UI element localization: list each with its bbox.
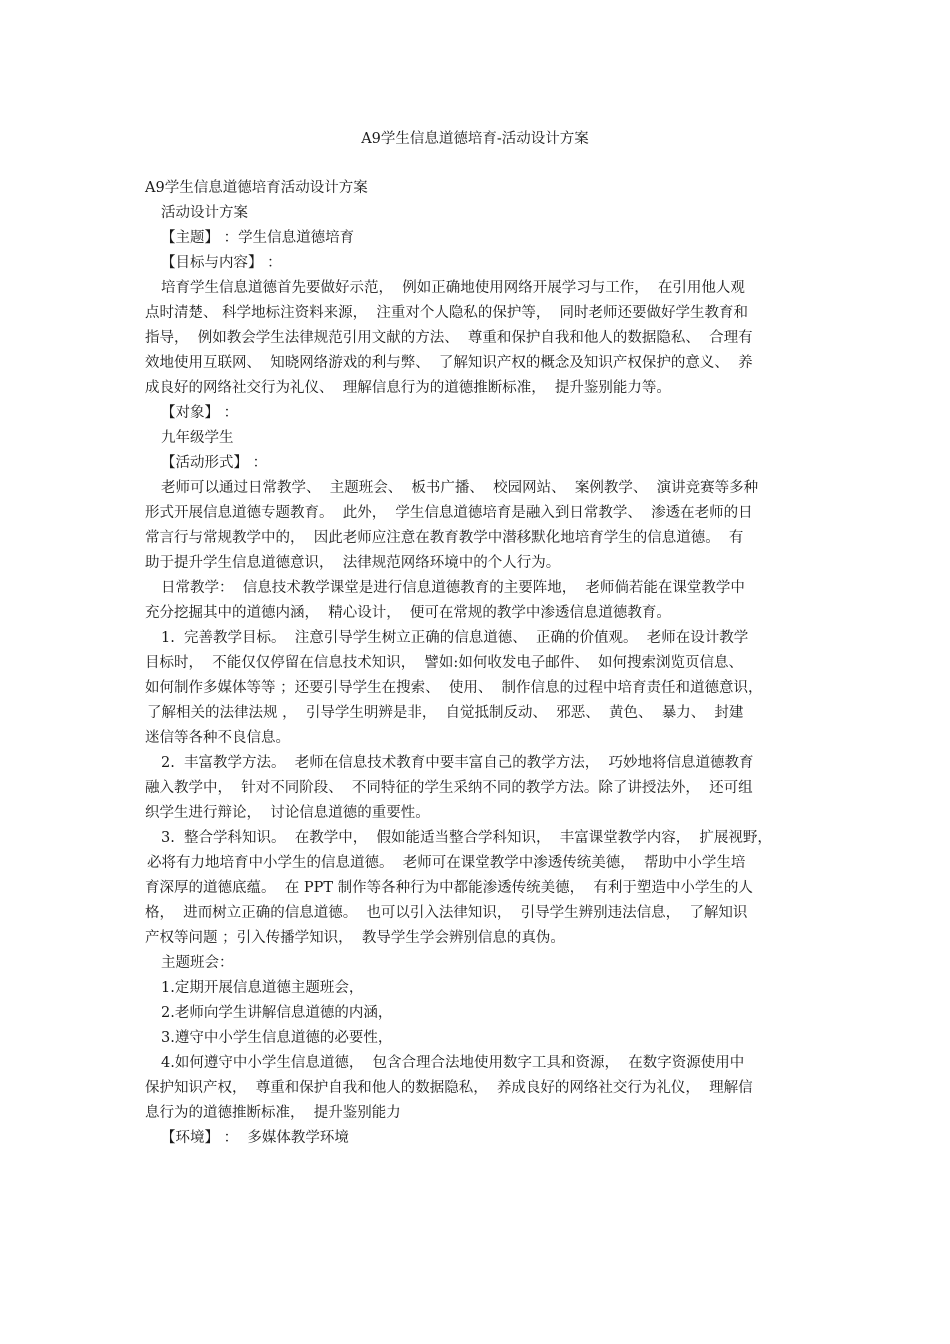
text-line: 育深厚的道德底蕴。 在 PPT 制作等各种行为中都能渗透传统美德， 有利于塑造中小学生的人 bbox=[145, 880, 753, 896]
text-line: 保护知识产权， 尊重和保护自我和他人的数据隐私， 养成良好的网络社交行为礼仪， 理解信 bbox=[145, 1080, 753, 1096]
text-line: 必将有力地培育中小学生的信息道德。 老师可在课堂教学中渗透传统美德， 帮助中小学生培 bbox=[147, 855, 746, 871]
text-line: 助于提升学生信息道德意识， 法律规范网络环境中的个人行为。 bbox=[145, 555, 561, 571]
text-line: 产权等问题 ；引入传播学知识， 教导学生学会辨别信息的真伪。 bbox=[145, 930, 565, 946]
text-line: 【目标与内容】 ： bbox=[161, 255, 282, 271]
text-line: 形式开展信息道德专题教育。 此外， 学生信息道德培育是融入到日常教学、 渗透在老师的日 bbox=[145, 505, 753, 521]
text-line: 如何制作多媒体等等 ；还要引导学生在搜索、 使用、 制作信息的过程中培育责任和道德意识， bbox=[145, 680, 763, 696]
text-line: 3. 整合学科知识。 在教学中， 假如能适当整合学科知识， 丰富课堂教学内容， 扩展视野， bbox=[161, 830, 772, 846]
text-line: 指导， 例如教会学生法律规范引用文献的方法、 尊重和保护自我和他人的数据隐私、 合理有 bbox=[145, 330, 753, 346]
text-line: 【环境】 ： 多媒体教学环境 bbox=[161, 1130, 349, 1146]
text-line: 效地使用互联网、 知晓网络游戏的利与弊、 了解知识产权的概念及知识产权保护的意义、 养 bbox=[145, 355, 753, 371]
text-line: 主题班会： bbox=[161, 955, 234, 971]
text-line: 1. 完善教学目标。 注意引导学生树立正确的信息道德、 正确的价值观。 老师在设计教学 bbox=[161, 630, 749, 646]
text-line: 3.遵守中小学生信息道德的必要性， bbox=[161, 1030, 393, 1046]
text-line: 【活动形式】 ： bbox=[161, 455, 268, 471]
text-line: 成良好的网络社交行为礼仪、 理解信息行为的道德推断标准， 提升鉴别能力等。 bbox=[145, 380, 671, 396]
text-line: 点时清楚、 科学地标注资料来源， 注重对个人隐私的保护等， 同时老师还要做好学生教育和 bbox=[145, 305, 749, 321]
document-body bbox=[145, 176, 813, 1151]
text-line: 常言行与常规教学中的， 因此老师应注意在教育教学中潜移默化地培育学生的信息道德。 有 bbox=[145, 530, 744, 546]
text-line: A9学生信息道德培育活动设计方案 bbox=[145, 180, 368, 196]
text-line: 老师可以通过日常教学、 主题班会、 板书广播、 校园网站、 案例教学、 演讲竞赛等多种 bbox=[161, 480, 759, 496]
text-line: 目标时， 不能仅仅停留在信息技术知识， 譬如:如何收发电子邮件、 如何搜索浏览页信息、 bbox=[145, 655, 744, 671]
text-line: 迷信等各种不良信息。 bbox=[145, 730, 290, 746]
text-line: 息行为的道德推断标准， 提升鉴别能力 bbox=[145, 1105, 401, 1121]
text-line: 2. 丰富教学方法。 老师在信息技术教育中要丰富自己的教学方法， 巧妙地将信息道德教育 bbox=[161, 755, 754, 771]
text-line: 2.老师向学生讲解信息道德的内涵， bbox=[161, 1005, 393, 1021]
text-line: 【主题】 ：学生信息道德培育 bbox=[161, 230, 355, 246]
text-line: 活动设计方案 bbox=[161, 205, 248, 221]
text-line: 了解相关的法律法规 ， 引导学生明辨是非， 自觉抵制反动、 邪恶、 黄色、 暴力、 封建 bbox=[147, 705, 744, 721]
text-line: 培育学生信息道德首先要做好示范， 例如正确地使用网络开展学习与工作， 在引用他人观 bbox=[161, 280, 745, 296]
text-line: 格， 进而树立正确的信息道德。 也可以引入法律知识， 引导学生辨别违法信息， 了解知识 bbox=[145, 905, 748, 921]
text-line: 日常教学： 信息技术教学课堂是进行信息道德教育的主要阵地， 老师倘若能在课堂教学中 bbox=[161, 580, 745, 596]
text-line: 九年级学生 bbox=[161, 430, 234, 446]
text-line: 1.定期开展信息道德主题班会， bbox=[161, 980, 364, 996]
document-title: A9学生信息道德培育-活动设计方案 bbox=[361, 131, 589, 147]
text-line: 融入教学中， 针对不同阶段、 不同特征的学生采纳不同的教学方法。除了讲授法外， 还可组 bbox=[145, 780, 753, 796]
text-line: 【对象】 ： bbox=[161, 405, 239, 421]
text-line: 4.如何遵守中小学生信息道德， 包含合理合法地使用数字工具和资源， 在数字资源使用中 bbox=[161, 1055, 745, 1071]
text-line: 充分挖掘其中的道德内涵， 精心设计， 便可在常规的教学中渗透信息道德教育。 bbox=[145, 605, 671, 621]
text-line: 织学生进行辩论， 讨论信息道德的重要性。 bbox=[145, 805, 430, 821]
